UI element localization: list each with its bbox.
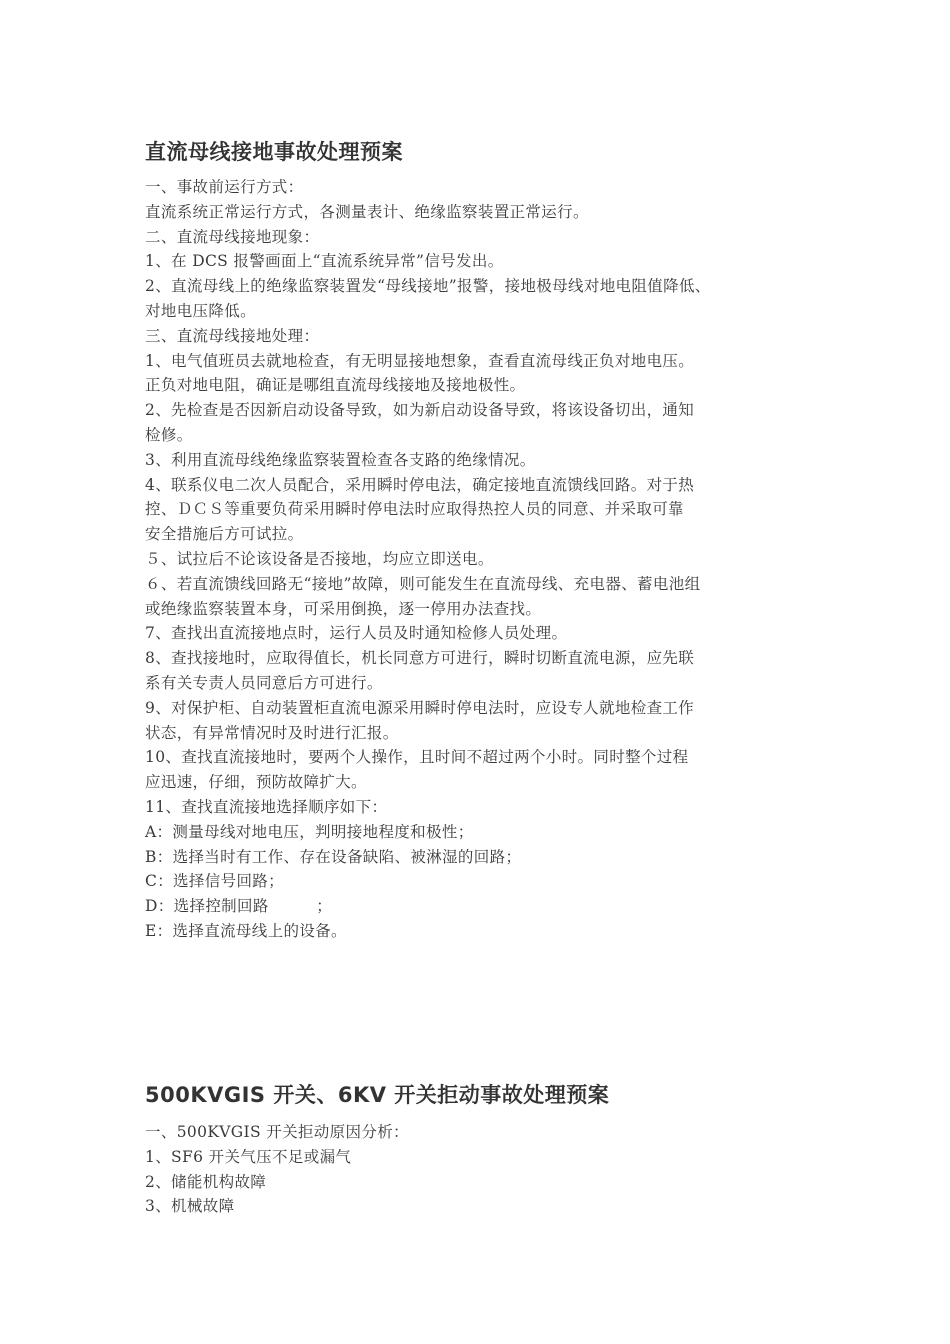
text-line: 10、查找直流接地时，要两个人操作，且时间不超过两个小时。同时整个过程 <box>145 748 689 767</box>
text-line: 4、联系仪电二次人员配合，采用瞬时停电法，确定接地直流馈线回路。对于热 <box>145 475 695 494</box>
text-line: 2、先检查是否因新启动设备导致，如为新启动设备导致，将该设备切出，通知 <box>145 401 695 420</box>
section-dc-grounding <box>145 137 825 944</box>
text-line: E：选择直流母线上的设备。 <box>145 921 347 940</box>
text-line: 三、直流母线接地处理： <box>145 326 320 345</box>
text-line: 对地电压降低。 <box>145 301 256 320</box>
section-body <box>145 175 825 944</box>
text-line: 1、SF6 开关气压不足或漏气 <box>145 1147 352 1166</box>
text-line: 1、电气值班员去就地检查，有无明显接地想象，查看直流母线正负对地电压。 <box>145 351 695 370</box>
text-line: 2、直流母线上的绝缘监察装置发“母线接地”报警，接地极母线对地电阻值降低、 <box>145 277 711 296</box>
text-line: 检修。 <box>145 425 193 444</box>
text-line: 或绝缘监察装置本身，可采用倒换，逐一停用办法查找。 <box>145 599 542 618</box>
text-line: 1、在 DCS 报警画面上“直流系统异常”信号发出。 <box>145 252 504 271</box>
section-title: 直流母线接地事故处理预案 <box>145 140 403 164</box>
text-line: A：测量母线对地电压，判明接地程度和极性； <box>145 822 474 841</box>
text-line: 2、储能机构故障 <box>145 1172 267 1191</box>
text-line: 系有关专责人员同意后方可进行。 <box>145 673 383 692</box>
text-line: 8、查找接地时，应取得值长，机长同意方可进行，瞬时切断直流电源，应先联 <box>145 649 695 668</box>
text-line: ６、若直流馈线回路无“接地”故障，则可能发生在直流母线、充电器、蓄电池组 <box>145 574 701 593</box>
text-line: 7、查找出直流接地点时，运行人员及时通知检修人员处理。 <box>145 624 568 643</box>
text-line: 直流系统正常运行方式，各测量表计、绝缘监察装置正常运行。 <box>145 202 589 221</box>
text-line: 二、直流母线接地现象： <box>145 227 320 246</box>
text-line: 3、利用直流母线绝缘监察装置检查各支路的绝缘情况。 <box>145 450 536 469</box>
text-line: 正负对地电阻，确证是哪组直流母线接地及接地极性。 <box>145 376 526 395</box>
text-line: 应迅速，仔细，预防故障扩大。 <box>145 773 367 792</box>
text-line: 安全措施后方可试拉。 <box>145 525 304 544</box>
text-line: 11、查找直流接地选择顺序如下： <box>145 797 388 816</box>
text-line: 3、机械故障 <box>145 1197 235 1216</box>
section-switch-refusal <box>145 1080 825 1219</box>
text-line: B：选择当时有工作、存在设备缺陷、被淋湿的回路； <box>145 847 522 866</box>
text-line: ５、试拉后不论该设备是否接地，均应立即送电。 <box>145 549 494 568</box>
text-line: 9、对保护柜、自动装置柜直流电源采用瞬时停电法时，应设专人就地检查工作 <box>145 698 695 717</box>
text-line: 状态，有异常情况时及时进行汇报。 <box>145 723 399 742</box>
text-line: 一、事故前运行方式： <box>145 178 304 196</box>
section-body <box>145 1120 825 1219</box>
text-line: 控、ＤＣＳ等重要负荷采用瞬时停电法时应取得热控人员的同意、并采取可靠 <box>145 500 684 519</box>
text-line: D：选择控制回路 ； <box>145 897 333 916</box>
section-title: 500KVGIS 开关、6KV 开关拒动事故处理预案 <box>145 1083 610 1107</box>
text-line: 一、500KVGIS 开关拒动原因分析： <box>145 1123 409 1141</box>
text-line: C：选择信号回路； <box>145 872 285 891</box>
